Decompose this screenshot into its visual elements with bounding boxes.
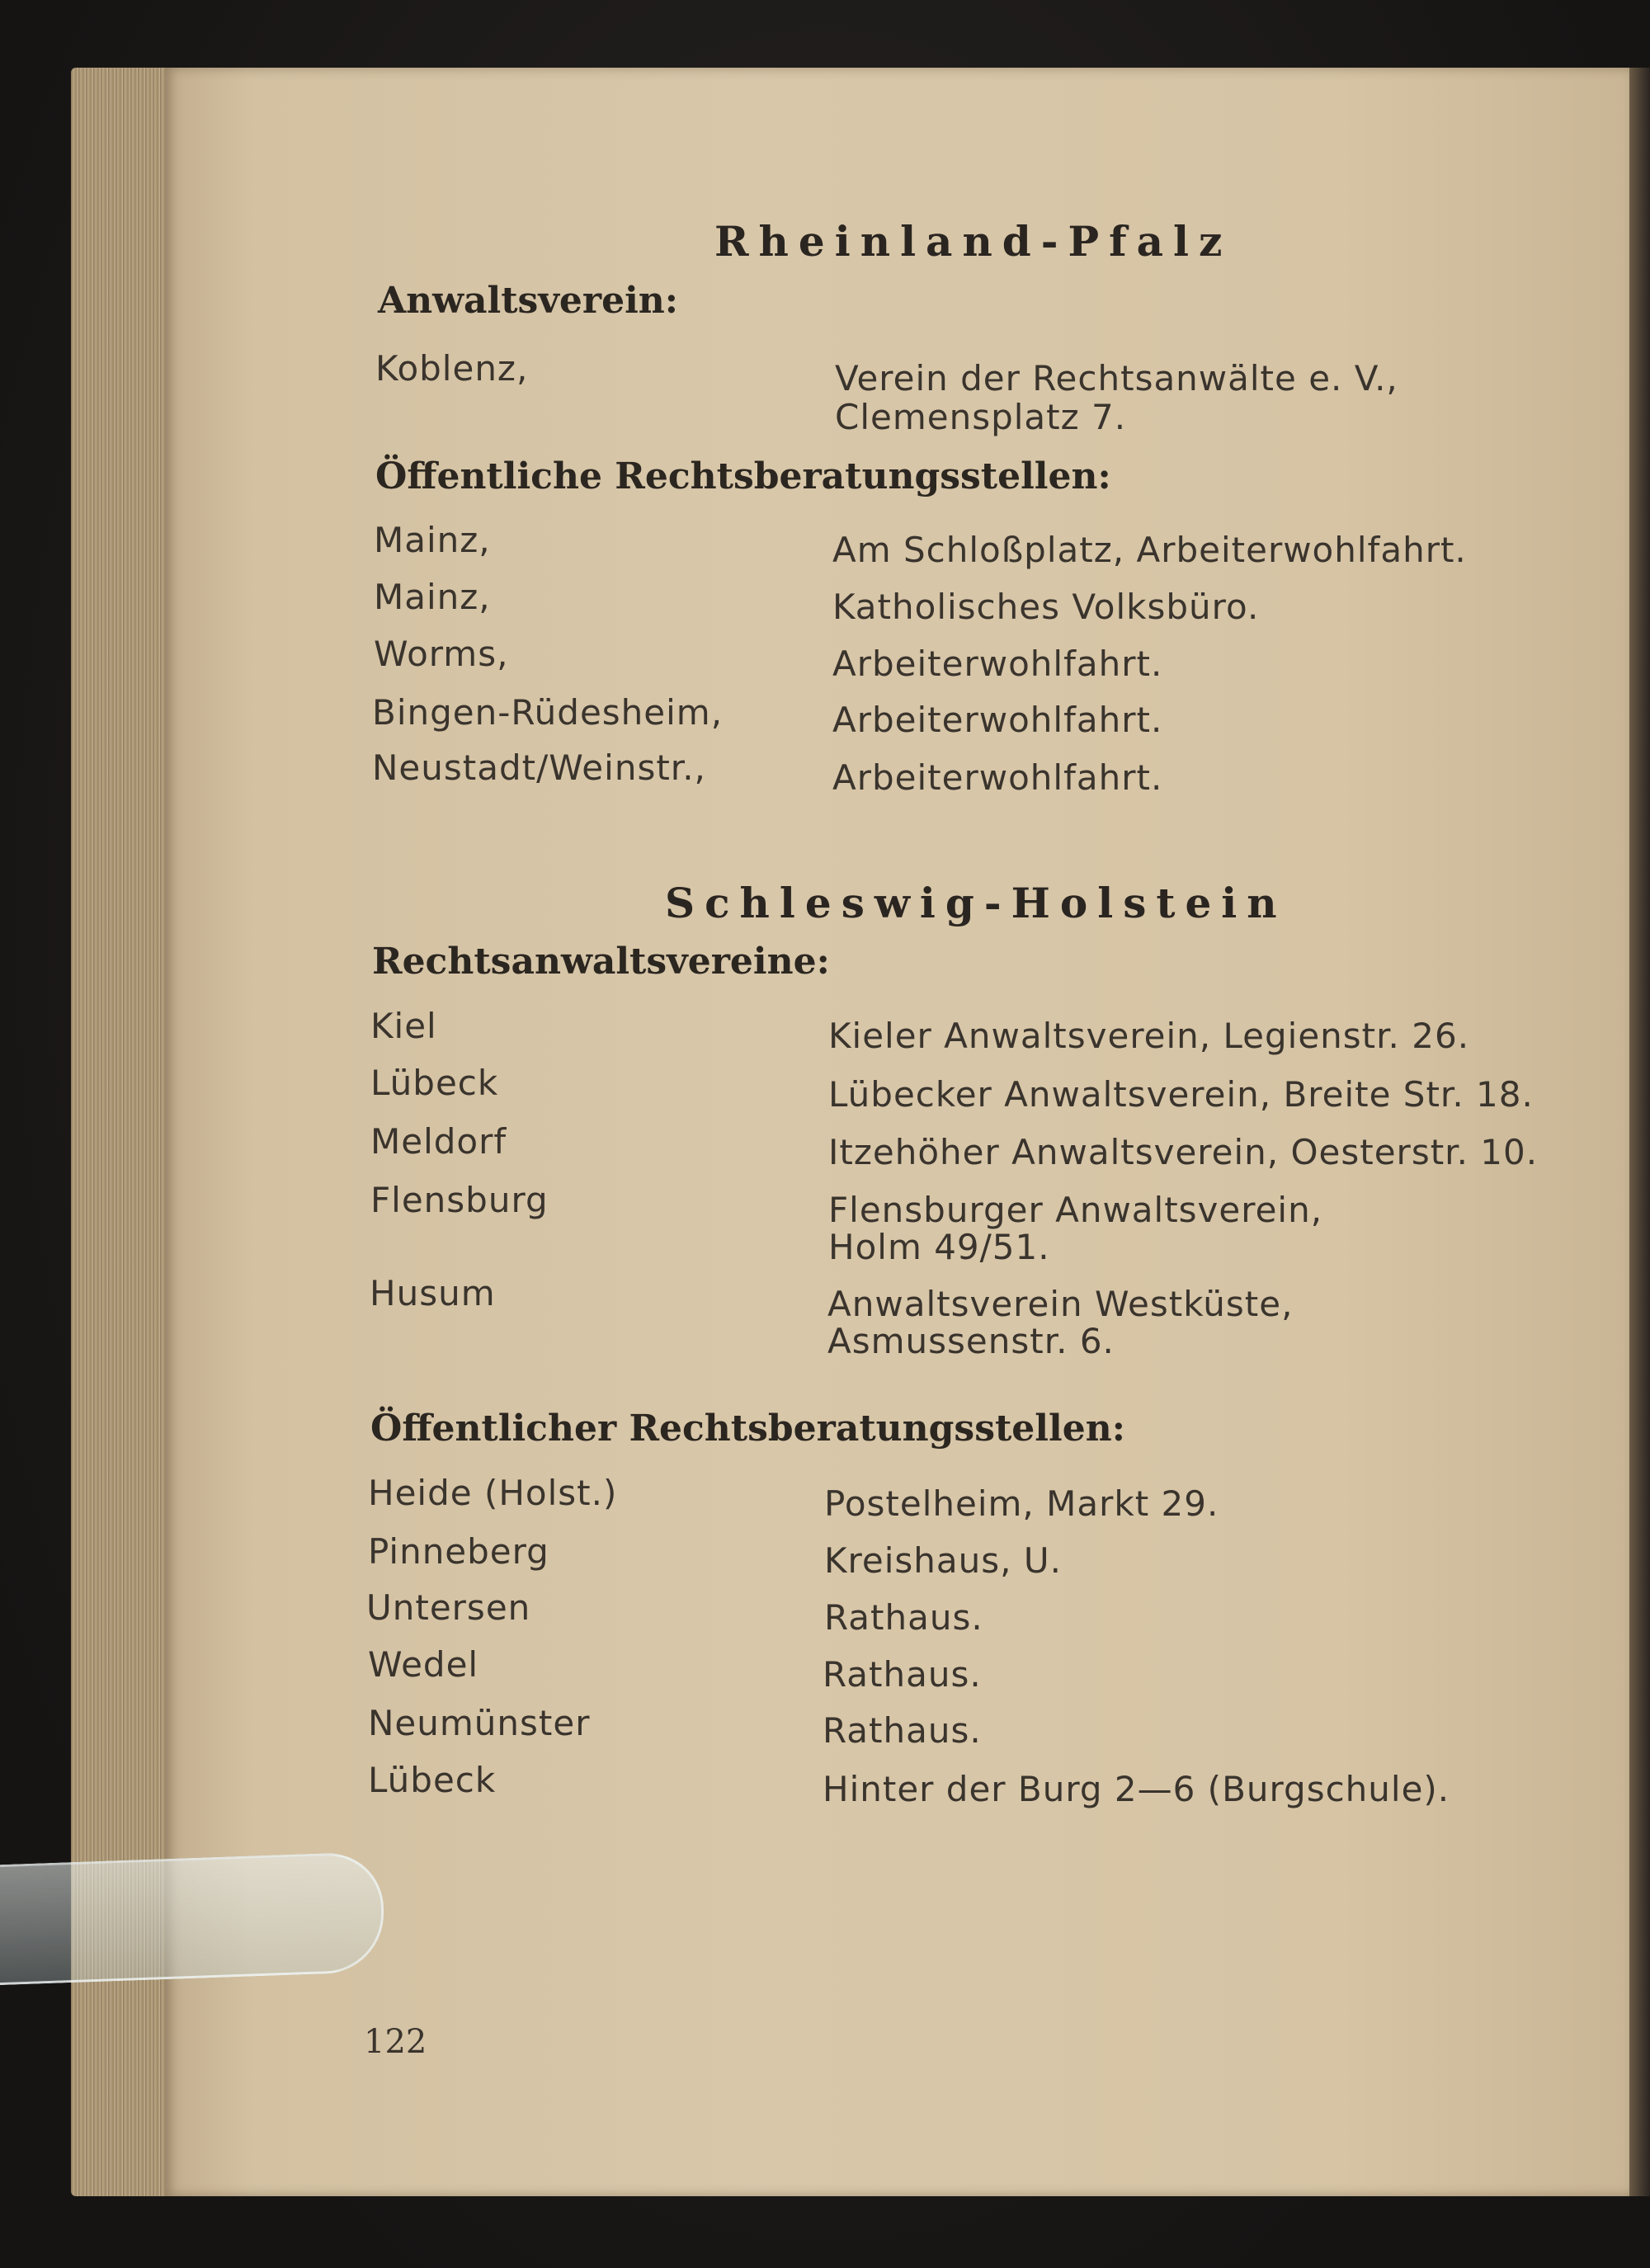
oeffentlicher-rechtsberatungsstellen-label: Öffentlicher Rechtsberatungsstellen: [370, 1407, 1125, 1450]
city-kiel: Kiel [370, 1006, 437, 1046]
address-flensburg-line1: Flensburger Anwaltsverein, [828, 1190, 1323, 1230]
city-luebeck-1: Lübeck [370, 1063, 499, 1103]
address-neustadt-weinstr: Arbeiterwohlfahrt. [832, 757, 1163, 798]
address-heide: Postelheim, Markt 29. [824, 1483, 1219, 1524]
address-koblenz-line1: Verein der Rechtsanwälte e. V., [835, 358, 1398, 398]
city-meldorf: Meldorf [370, 1121, 507, 1162]
city-flensburg: Flensburg [370, 1180, 549, 1220]
city-wedel: Wedel [368, 1644, 479, 1685]
city-neustadt-weinstr: Neustadt/Weinstr., [372, 747, 706, 788]
address-husum-line1: Anwaltsverein Westküste, [827, 1284, 1294, 1324]
city-husum: Husum [370, 1273, 496, 1313]
address-neumuenster: Rathaus. [823, 1710, 982, 1751]
address-mainz-2: Katholisches Volksbüro. [832, 587, 1260, 627]
address-untersen: Rathaus. [824, 1597, 983, 1638]
book-gutter-shadow [1629, 68, 1650, 2196]
city-neumuenster: Neumünster [368, 1703, 591, 1743]
city-luebeck-2: Lübeck [368, 1760, 497, 1800]
address-luebeck-2: Hinter der Burg 2—6 (Burgschule). [823, 1769, 1450, 1809]
city-koblenz: Koblenz, [375, 348, 529, 389]
city-pinneberg: Pinneberg [368, 1531, 549, 1572]
address-luebeck-1: Lübecker Anwaltsverein, Breite Str. 18. [828, 1074, 1534, 1115]
address-pinneberg: Kreishaus, U. [824, 1540, 1062, 1581]
city-bingen-ruedesheim: Bingen-Rüdesheim, [372, 692, 724, 733]
rechtsanwaltsvereine-label: Rechtsanwaltsvereine: [372, 941, 830, 983]
address-koblenz-line2: Clemensplatz 7. [835, 397, 1127, 437]
address-flensburg-line2: Holm 49/51. [828, 1227, 1050, 1267]
city-worms: Worms, [374, 634, 509, 674]
transparent-bookmark [0, 1851, 384, 1985]
address-husum-line2: Asmussenstr. 6. [827, 1321, 1115, 1361]
section-title-rheinland-pfalz: Rheinland-Pfalz [714, 217, 1233, 266]
city-mainz-2: Mainz, [374, 577, 491, 617]
section-title-schleswig-holstein: Schleswig-Holstein [665, 879, 1287, 927]
page-number: 122 [364, 2023, 427, 2061]
city-heide: Heide (Holst.) [368, 1473, 618, 1513]
oeffentliche-rechtsberatungsstellen-label: Öffentliche Rechtsberatungsstellen: [375, 455, 1111, 497]
address-mainz-1: Am Schloßplatz, Arbeiterwohlfahrt. [832, 530, 1467, 570]
address-worms: Arbeiterwohlfahrt. [832, 644, 1163, 684]
address-bingen-ruedesheim: Arbeiterwohlfahrt. [832, 700, 1163, 740]
city-untersen: Untersen [366, 1587, 531, 1628]
anwaltsverein-label: Anwaltsverein: [378, 280, 679, 322]
address-meldorf: Itzehöher Anwaltsverein, Oesterstr. 10. [828, 1132, 1539, 1172]
address-wedel: Rathaus. [823, 1654, 982, 1695]
address-kiel: Kieler Anwaltsverein, Legienstr. 26. [828, 1016, 1470, 1056]
city-mainz-1: Mainz, [374, 520, 491, 560]
